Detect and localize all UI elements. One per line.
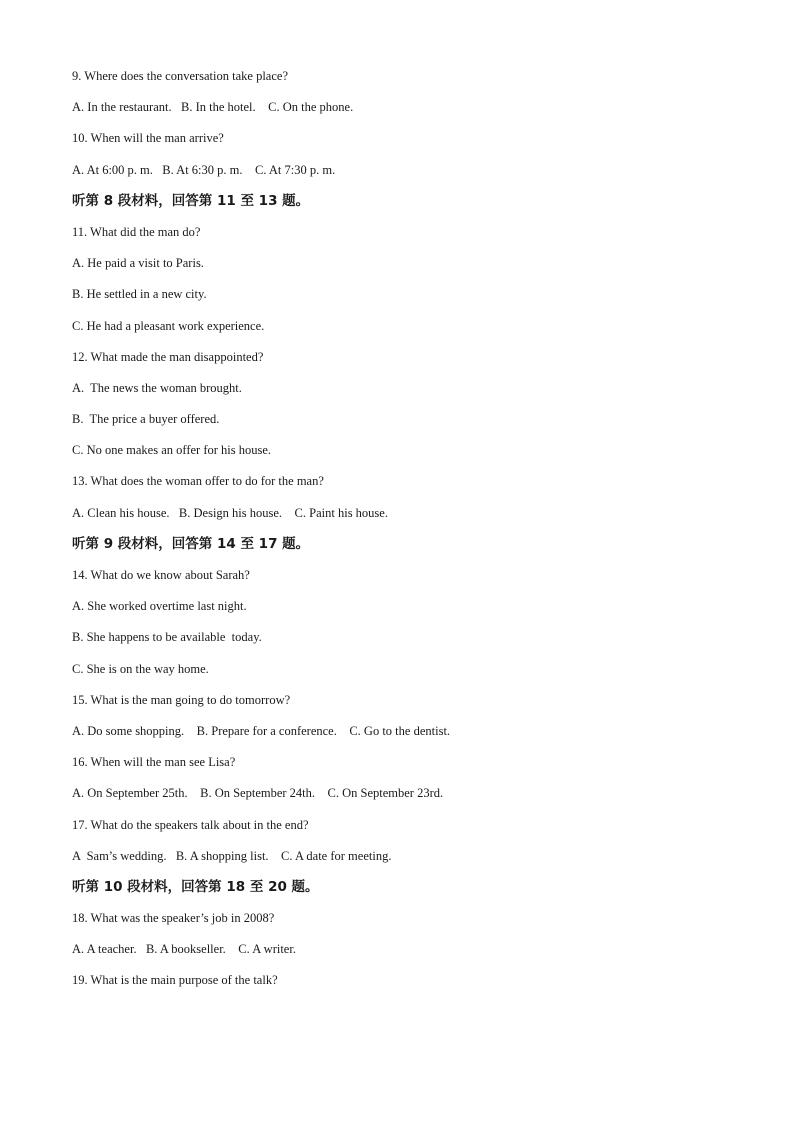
options-13: A. Clean his house. B. Design his house. C. Paint his house. (72, 505, 388, 520)
options-16: A. On September 25th. B. On September 24th. C. On September 23rd. (72, 786, 444, 801)
option-11b: B. He settled in a new city. (72, 287, 207, 302)
question-10: 10. When will the man arrive? (72, 131, 224, 146)
question-19: 19. What is the main purpose of the talk? (72, 973, 278, 988)
question-9: 9. Where does the conversation take place? (72, 69, 288, 83)
options-18: A. A teacher. B. A bookseller. C. A writer. (72, 942, 296, 957)
section-heading-8: 听第 8 段材料，回答第 11 至 13 题。 (72, 192, 310, 209)
question-16: 16. When will the man see Lisa? (72, 755, 236, 770)
question-18: 18. What was the speaker’s job in 2008? (72, 911, 275, 926)
question-13: 13. What does the woman offer to do for the man? (72, 474, 324, 489)
question-14: 14. What do we know about Sarah? (72, 568, 250, 582)
section-heading-10: 听第 10 段材料，回答第 18 至 20 题。 (72, 878, 319, 895)
option-11a: A. He paid a visit to Paris. (72, 256, 204, 271)
options-10: A. At 6:00 p. m. B. At 6:30 p. m. C. At 7:30 p. m. (72, 162, 336, 177)
option-14a: A. She worked overtime last night. (72, 599, 247, 614)
question-12: 12. What made the man disappointed? (72, 349, 264, 364)
option-11c: C. He had a pleasant work experience. (72, 318, 265, 333)
options-17: A Sam’s wedding. B. A shopping list. C. A date for meeting. (72, 848, 392, 863)
option-12c: C. No one makes an offer for his house. (72, 443, 272, 458)
question-11: 11. What did the man do? (72, 224, 201, 239)
option-14c: C. She is on the way home. (72, 661, 209, 676)
question-15: 15. What is the man going to do tomorrow? (72, 692, 291, 707)
listening-questions (72, 67, 722, 1003)
option-12b: B. The price a buyer offered. (72, 412, 220, 427)
option-12a: A. The news the woman brought. (72, 380, 242, 395)
options-15: A. Do some shopping. B. Prepare for a conference. C. Go to the dentist. (72, 723, 451, 738)
question-17: 17. What do the speakers talk about in the end? (72, 817, 309, 832)
options-9: A. In the restaurant. B. In the hotel. C. On the phone. (72, 100, 354, 115)
section-heading-9: 听第 9 段材料，回答第 14 至 17 题。 (72, 535, 310, 552)
option-14b: B. She happens to be available today. (72, 630, 262, 645)
